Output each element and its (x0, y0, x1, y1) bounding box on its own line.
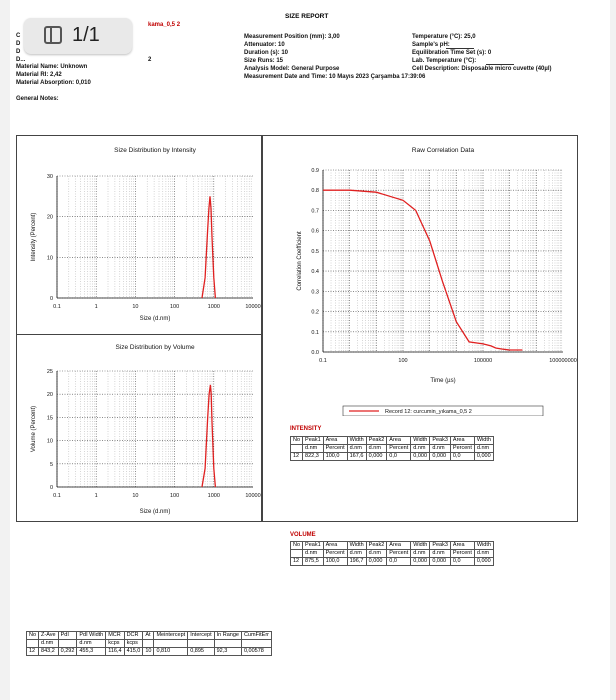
x-tick-label: 0.1 (53, 304, 61, 310)
table-cell: 0,000 (474, 453, 493, 461)
table-header-cell: d.nm (303, 445, 324, 453)
table-header-cell (27, 640, 39, 648)
left-letter-c: C (16, 33, 21, 39)
table-header-cell (143, 640, 154, 648)
table-cell: 92,3 (214, 648, 241, 656)
table-header-cell: d.nm (430, 445, 451, 453)
table-row (291, 453, 494, 461)
table-header-cell (154, 640, 188, 648)
table-subheader-row (291, 550, 494, 558)
table-header-cell: Area (450, 542, 474, 550)
table-row (291, 558, 494, 566)
y-axis-label: Intensity (Percent) (31, 212, 37, 262)
table-cell: 0,000 (430, 453, 451, 461)
table-header-cell: Percent (450, 445, 474, 453)
table-header-cell (291, 445, 303, 453)
table-cell: 116,4 (106, 648, 124, 656)
table-header-cell: Percent (450, 550, 474, 558)
temperature: Temperature (°C): 25,0 (412, 34, 476, 40)
table-header-row (291, 437, 494, 445)
material-name: Material Name: Unknown (16, 64, 88, 70)
left-letter-d1: D (16, 41, 21, 47)
y-tick-label: 10 (46, 255, 53, 262)
y-tick-label: 5 (49, 461, 53, 468)
y-tick-label: 0.4 (311, 269, 319, 276)
general-notes: General Notes: (16, 96, 59, 102)
series-line (202, 385, 215, 487)
y-tick-label: 15 (46, 415, 53, 422)
lab-temperature: Lab. Temperature (°C): (412, 58, 477, 64)
table-header-cell: MCR (106, 632, 124, 640)
table-header-cell: Peak1 (303, 542, 324, 550)
x-tick-label: 10 (132, 493, 139, 499)
table-header-cell: Peak1 (303, 437, 324, 445)
series-line (323, 190, 522, 350)
material-ri: Material RI: 2,42 (16, 72, 62, 78)
table-cell: 0,0 (450, 453, 474, 461)
x-tick-label: 10 (132, 304, 139, 310)
table-header-cell: d.nm (474, 445, 493, 453)
table-header-cell: Intercept (188, 632, 214, 640)
table-header-cell: d.nm (366, 550, 387, 558)
y-tick-label: 0.9 (311, 168, 319, 174)
table-header-cell: d.nm (347, 550, 366, 558)
measurement-datetime: Measurement Date and Time: 10 Mayıs 2023 Çarşamba 17:39:06 (244, 74, 426, 80)
correlation-chart-panel (262, 135, 578, 522)
table-subheader-row (27, 640, 272, 648)
intensity-table-title: INTENSITY (290, 426, 322, 432)
table-header-cell: Percent (323, 550, 347, 558)
y-axis-label: Correlation Coefficient (297, 231, 303, 291)
table-header-row (291, 542, 494, 550)
x-axis-label: Size (d.nm) (139, 509, 171, 515)
table-cell: 196,7 (347, 558, 366, 566)
material-absorption: Material Absorption: 0,010 (16, 80, 91, 86)
table-cell: 415,0 (124, 648, 143, 656)
page-thumbnail-icon[interactable] (44, 26, 62, 44)
table-header-cell: DCR (124, 632, 143, 640)
volume-table-title: VOLUME (290, 532, 316, 538)
measurement-position: Measurement Position (mm): 3,00 (244, 34, 340, 40)
summary-table (26, 631, 272, 656)
x-tick-label: 0.1 (319, 358, 327, 364)
table-header-cell: kcps (106, 640, 124, 648)
chart-title: Raw Correlation Data (411, 147, 475, 154)
table-header-cell (58, 640, 77, 648)
table-header-cell: No (27, 632, 39, 640)
table-cell: 100,0 (323, 453, 347, 461)
table-cell: 822,3 (303, 453, 324, 461)
volume-chart-panel (16, 334, 262, 522)
page-indicator-toolbar[interactable] (24, 18, 132, 54)
x-axis-label: Time (µs) (430, 378, 456, 384)
x-tick-label: 1000 (207, 493, 220, 499)
table-header-cell: d.nm (411, 550, 430, 558)
page-indicator-text: 1/1 (72, 24, 100, 46)
equilibration-time: Equilibration Time Set (s): 0 (412, 50, 492, 56)
left-letter-d2: D (16, 49, 21, 55)
table-header-cell: Width (474, 542, 493, 550)
y-tick-label: 0 (49, 485, 53, 491)
table-cell: 0,000 (411, 453, 430, 461)
table-header-cell: No (291, 437, 303, 445)
x-axis-label: Size (d.nm) (139, 316, 171, 322)
table-header-row (27, 632, 272, 640)
sample-name-fragment: kama_0,5 2 (148, 22, 181, 28)
y-tick-label: 0.1 (311, 329, 319, 336)
y-tick-label: 0.0 (311, 350, 319, 356)
table-header-cell: Meintercept (154, 632, 188, 640)
table-header-cell (241, 640, 271, 648)
cell-description: Cell Description: Disposable micro cuvette (40µl) (412, 66, 552, 72)
y-tick-label: 10 (46, 438, 53, 445)
table-subheader-row (291, 445, 494, 453)
y-tick-label: 20 (46, 392, 53, 399)
attenuator: Attenuator: 10 (244, 42, 285, 48)
y-tick-label: 0.5 (311, 248, 319, 255)
table-header-cell: d.nm (474, 550, 493, 558)
size-runs: Size Runs: 15 (244, 58, 284, 64)
table-header-cell: d.nm (303, 550, 324, 558)
table-cell: 0,292 (58, 648, 77, 656)
table-header-cell: Percent (387, 445, 411, 453)
table-header-cell: Area (450, 437, 474, 445)
table-header-cell: PdI Width (77, 632, 106, 640)
table-header-cell: Z-Ave (39, 632, 59, 640)
x-tick-label: 0.1 (53, 493, 61, 499)
table-cell: 0,810 (154, 648, 188, 656)
sample-ph-blank (446, 48, 474, 49)
left-letter-d3: D... (16, 57, 26, 63)
table-cell: 875,5 (303, 558, 324, 566)
x-tick-label: 10000 (245, 304, 261, 310)
report-title: SIZE REPORT (285, 13, 329, 20)
x-tick-label: 100000000 (549, 358, 577, 364)
table-header-cell: Area (323, 437, 347, 445)
table-header-cell: d.nm (39, 640, 59, 648)
table-header-cell: Width (347, 542, 366, 550)
table-header-cell: Peak2 (366, 542, 387, 550)
duration: Duration (s): 10 (244, 50, 289, 56)
table-cell: 12 (291, 453, 303, 461)
table-cell: 0,000 (411, 558, 430, 566)
table-header-cell: PdI (58, 632, 77, 640)
table-header-cell: Width (474, 437, 493, 445)
y-tick-label: 0 (49, 296, 53, 302)
table-cell: 0,0 (450, 558, 474, 566)
table-header-cell: CumFitErr (241, 632, 271, 640)
left-fragment: 2 (148, 57, 152, 63)
table-header-cell: d.nm (430, 550, 451, 558)
table-header-cell: d.nm (411, 445, 430, 453)
chart-title: Size Distribution by Volume (115, 344, 195, 351)
table-header-cell: In Range (214, 632, 241, 640)
y-tick-label: 0.2 (311, 309, 319, 316)
table-header-cell: At (143, 632, 154, 640)
intensity-chart (17, 136, 261, 334)
table-header-cell: Area (387, 542, 411, 550)
table-header-cell (291, 550, 303, 558)
chart-title: Size Distribution by Intensity (114, 147, 196, 154)
table-header-cell: d.nm (77, 640, 106, 648)
x-tick-label: 100 (170, 493, 180, 499)
table-cell: 0,000 (366, 453, 387, 461)
table-cell: 12 (291, 558, 303, 566)
x-tick-label: 100 (170, 304, 180, 310)
y-tick-label: 0.8 (311, 188, 319, 195)
report-page (10, 0, 610, 700)
table-cell: 0,000 (474, 558, 493, 566)
correlation-chart (263, 136, 577, 416)
table-header-cell (214, 640, 241, 648)
volume-table (290, 541, 494, 566)
x-tick-label: 100000 (473, 358, 493, 364)
table-header-cell: Peak2 (366, 437, 387, 445)
y-axis-label: Volume (Percent) (31, 405, 37, 453)
table-cell: 0,00578 (241, 648, 271, 656)
legend-label: Record 12: curcumin_yıkama_0,5 2 (385, 409, 472, 415)
table-cell: 0,0 (387, 558, 411, 566)
table-cell: 843,2 (39, 648, 59, 656)
table-header-cell: Width (411, 542, 430, 550)
table-cell: 0,895 (188, 648, 214, 656)
x-tick-label: 1000 (207, 304, 220, 310)
table-header-cell: Peak3 (430, 542, 451, 550)
y-tick-label: 0.3 (311, 289, 319, 296)
table-cell: 0,000 (430, 558, 451, 566)
table-cell: 455,3 (77, 648, 106, 656)
lab-temperature-blank (486, 64, 514, 65)
table-header-cell: d.nm (366, 445, 387, 453)
x-tick-label: 1 (94, 304, 98, 310)
x-tick-label: 10000 (245, 493, 261, 499)
table-header-cell: No (291, 542, 303, 550)
table-cell: 0,000 (366, 558, 387, 566)
table-header-cell: Area (323, 542, 347, 550)
y-tick-label: 25 (46, 369, 53, 375)
table-header-cell: Percent (387, 550, 411, 558)
table-cell: 0,0 (387, 453, 411, 461)
table-header-cell: Width (347, 437, 366, 445)
table-header-cell: Width (411, 437, 430, 445)
x-tick-label: 1 (94, 493, 98, 499)
table-cell: 100,0 (323, 558, 347, 566)
volume-chart (17, 335, 261, 521)
table-header-cell: Percent (323, 445, 347, 453)
table-cell: 12 (27, 648, 39, 656)
sample-ph: Sample's pH: (412, 42, 450, 48)
series-line (202, 196, 215, 298)
y-tick-label: 20 (46, 214, 53, 221)
x-tick-label: 100 (398, 358, 408, 364)
intensity-chart-panel (16, 135, 262, 335)
intensity-table (290, 436, 494, 461)
table-header-cell (188, 640, 214, 648)
table-header-cell: d.nm (347, 445, 366, 453)
table-header-cell: kcps (124, 640, 143, 648)
table-header-cell: Area (387, 437, 411, 445)
table-cell: 10 (143, 648, 154, 656)
table-cell: 167,6 (347, 453, 366, 461)
analysis-model: Analysis Model: General Purpose (244, 66, 340, 72)
table-row (27, 648, 272, 656)
y-tick-label: 0.7 (311, 208, 319, 215)
y-tick-label: 0.6 (311, 228, 319, 235)
table-header-cell: Peak3 (430, 437, 451, 445)
y-tick-label: 30 (46, 174, 53, 180)
